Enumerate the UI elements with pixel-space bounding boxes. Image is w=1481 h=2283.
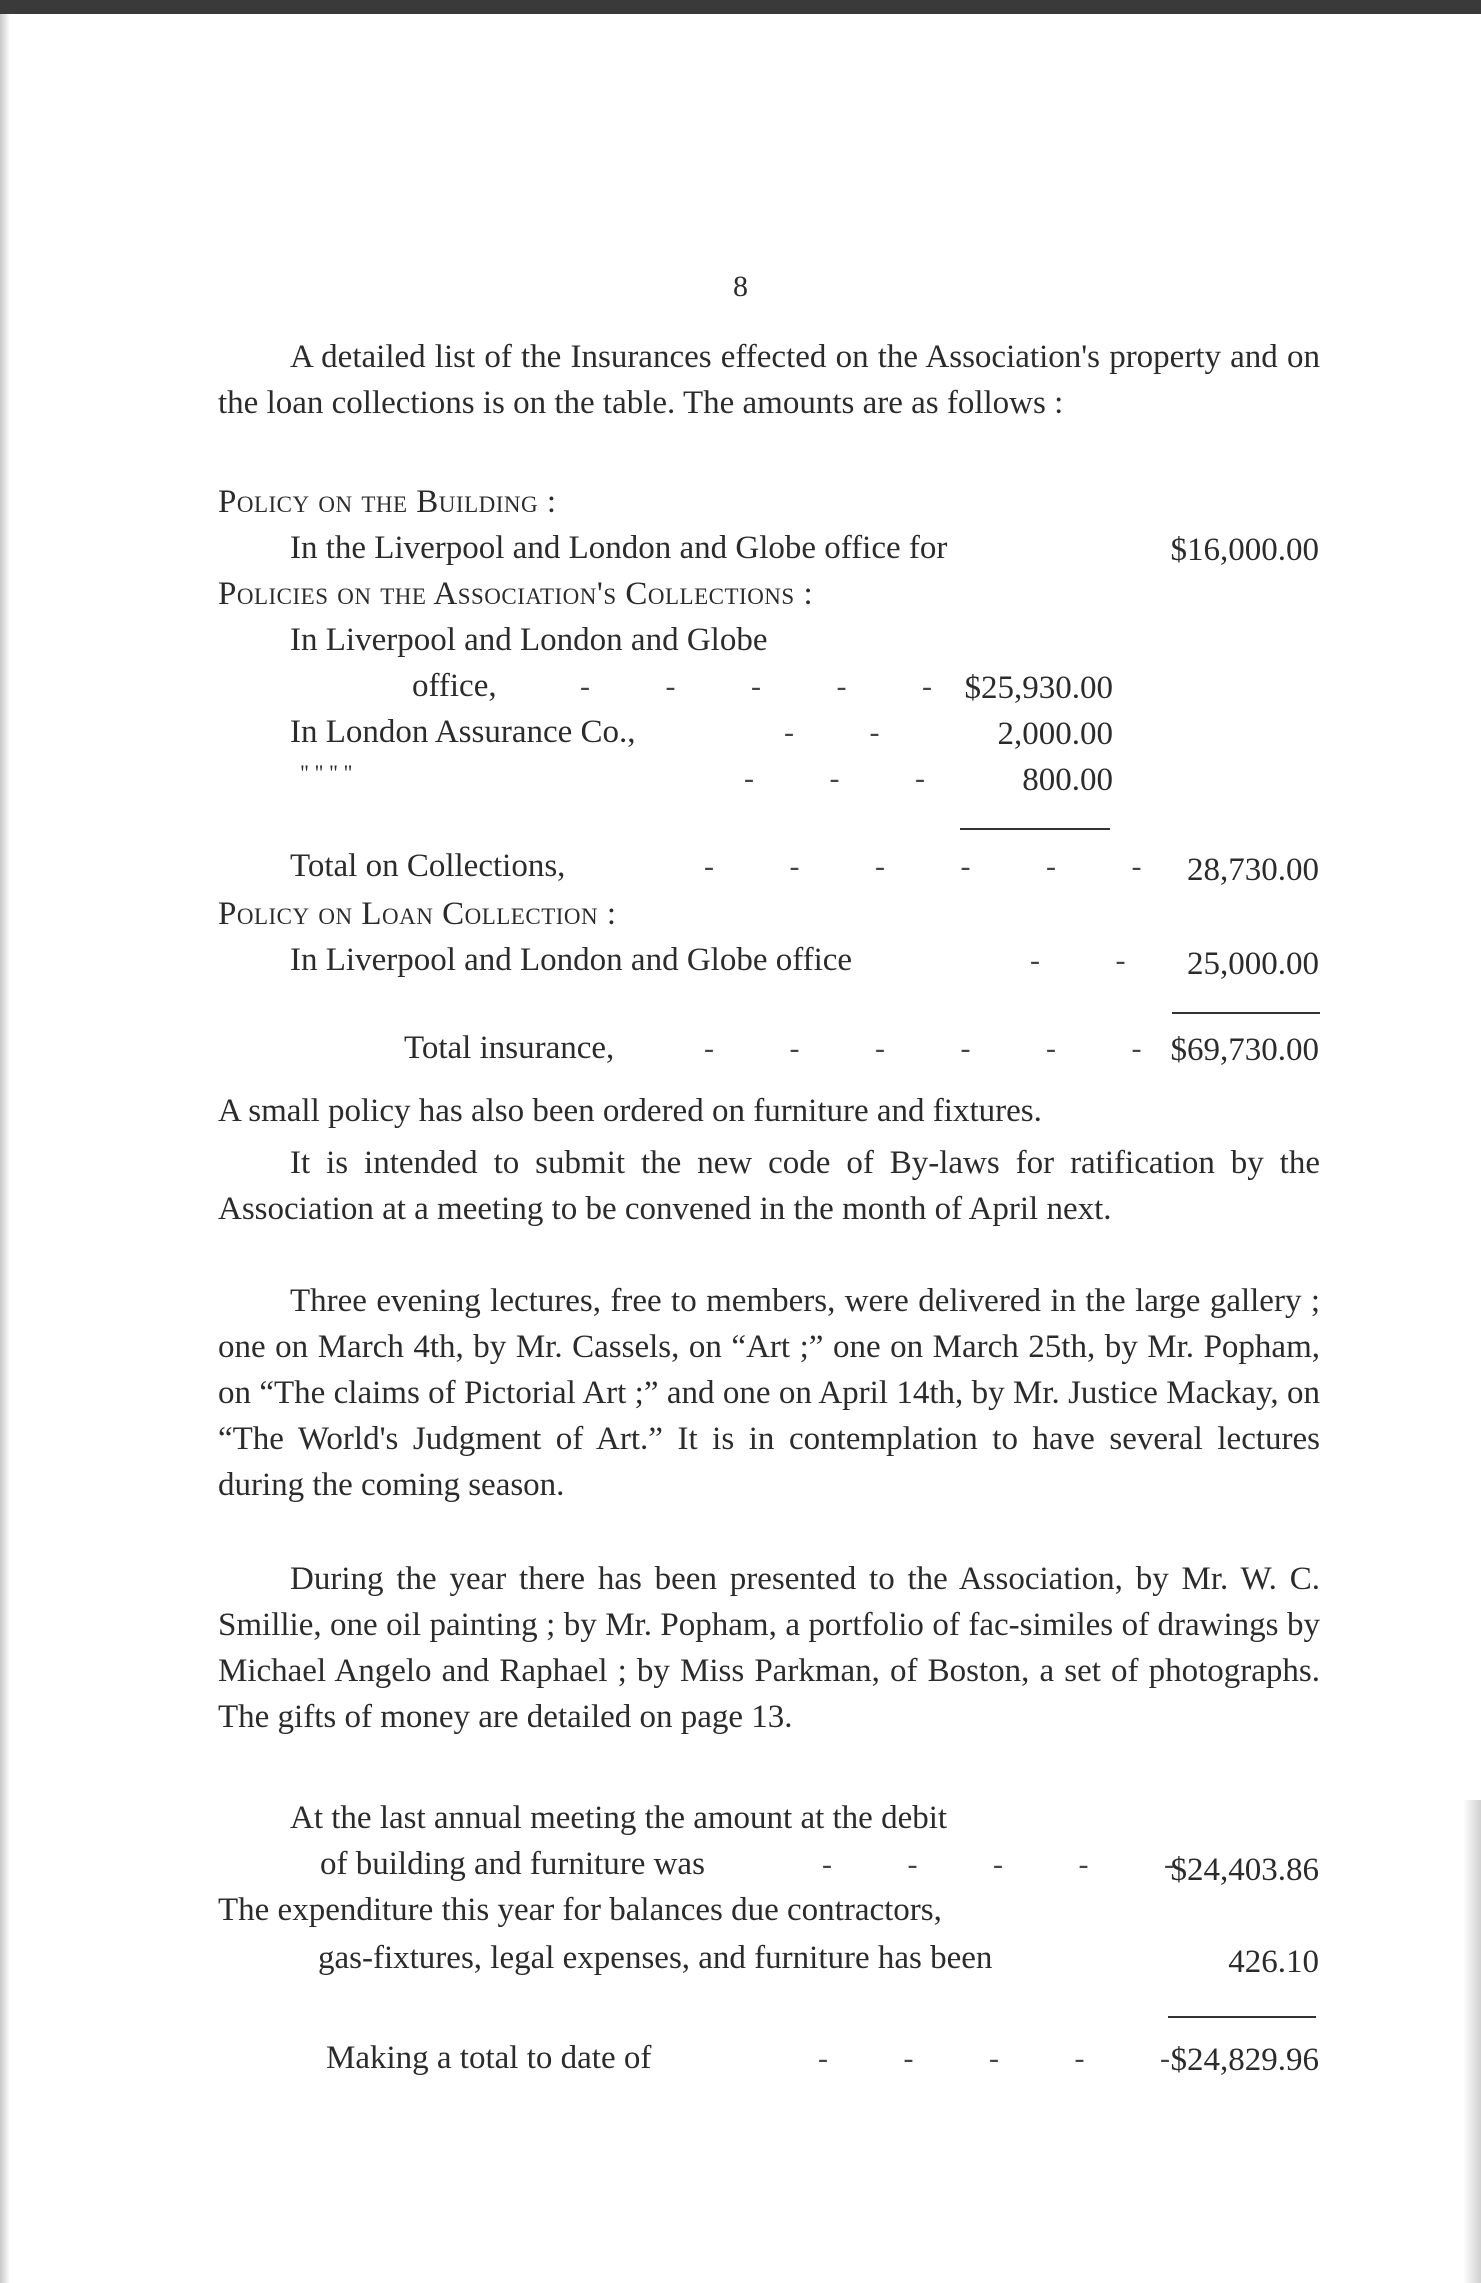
collections-line3-ditto: " " " " (300, 760, 353, 785)
scan-top-border (0, 0, 1481, 14)
leader-dots: - - (784, 716, 914, 749)
subtotal-rule (960, 828, 1110, 830)
page-number: 8 (733, 270, 748, 303)
collections-line1a: In Liverpool and London and Globe (290, 622, 768, 658)
collections-line2: In London Assurance Co., (290, 714, 636, 750)
debit-line4: gas-fixtures, legal expenses, and furniture has been (318, 1940, 993, 1976)
debit-line1: At the last annual meeting the amount at the debit (290, 1800, 948, 1836)
leader-dots: - - - - - (822, 1848, 1208, 1881)
scan-left-edge (0, 14, 10, 2283)
intro-paragraph: A detailed list of the Insurances effected on the Association's property and on the loan collections is on the table. The amounts are as follows : (218, 339, 1320, 421)
leader-dots: - - - - - - (704, 1032, 1176, 1065)
debit-amount1: $24,403.86 (1170, 1852, 1319, 1888)
leader-dots: - - (1030, 944, 1160, 977)
leader-dots: - - - (744, 762, 959, 795)
building-policy-amount: $16,000.00 (1170, 532, 1319, 568)
collections-heading: Policies on the Association's Collections : (218, 576, 814, 612)
loan-collection-amount: 25,000.00 (1187, 946, 1319, 982)
total-rule (1172, 1012, 1320, 1014)
scan-right-edge (1463, 1800, 1481, 2283)
total-insurance-label: Total insurance, (404, 1030, 615, 1066)
debit-line2: of building and furniture was (320, 1846, 705, 1882)
building-policy-heading: Policy on the Building : (218, 484, 557, 520)
collections-amount3: 800.00 (1022, 762, 1113, 798)
collections-amount2: 2,000.00 (997, 716, 1113, 752)
collections-total-amount: 28,730.00 (1187, 852, 1319, 888)
collections-total-label: Total on Collections, (290, 848, 566, 884)
loan-collection-heading: Policy on Loan Collection : (218, 896, 617, 932)
small-policy-paragraph: A small policy has also been ordered on furniture and fixtures. (218, 1093, 1042, 1129)
bylaws-paragraph: It is intended to submit the new code of By-laws for ratification by the Association at a meeting to be convened in the month of April next. (218, 1145, 1320, 1227)
debit-total-amount: $24,829.96 (1170, 2042, 1319, 2078)
debit-total-rule (1168, 2016, 1316, 2018)
debit-amount2: 426.10 (1228, 1944, 1319, 1980)
leader-dots: - - - - - (818, 2042, 1204, 2075)
leader-dots: - - - - - (580, 670, 966, 703)
collections-line1b: office, (412, 668, 497, 704)
total-insurance-amount: $69,730.00 (1170, 1032, 1319, 1068)
loan-collection-line: In Liverpool and London and Globe office (290, 942, 853, 978)
lectures-paragraph: Three evening lectures, free to members, were delivered in the large gallery ; one on March 4th, by Mr. Cassels, on “Art ;” one on March 25th, by Mr. Popham, on “The claims of Pictorial Art ;” and one on April 14th, by Mr. Justice Mackay, on “The World's Judgment of Art.” It is in contemplation to have several lectures during the coming season. (218, 1283, 1320, 1503)
gifts-paragraph: During the year there has been presented to the Association, by Mr. W. C. Smillie, one oil painting ; by Mr. Popham, a portfolio of fac-similes of drawings by Michael Angelo and Raphael ; by Miss Parkman, of Boston, a set of photographs. The gifts of money are detailed on page 13. (218, 1561, 1320, 1735)
debit-line3: The expenditure this year for balances due contractors, (218, 1892, 942, 1928)
collections-amount1: $25,930.00 (964, 670, 1113, 706)
building-policy-line: In the Liverpool and London and Globe office for (290, 530, 948, 566)
leader-dots: - - - - - - (704, 850, 1176, 883)
debit-total-label: Making a total to date of (326, 2040, 652, 2076)
